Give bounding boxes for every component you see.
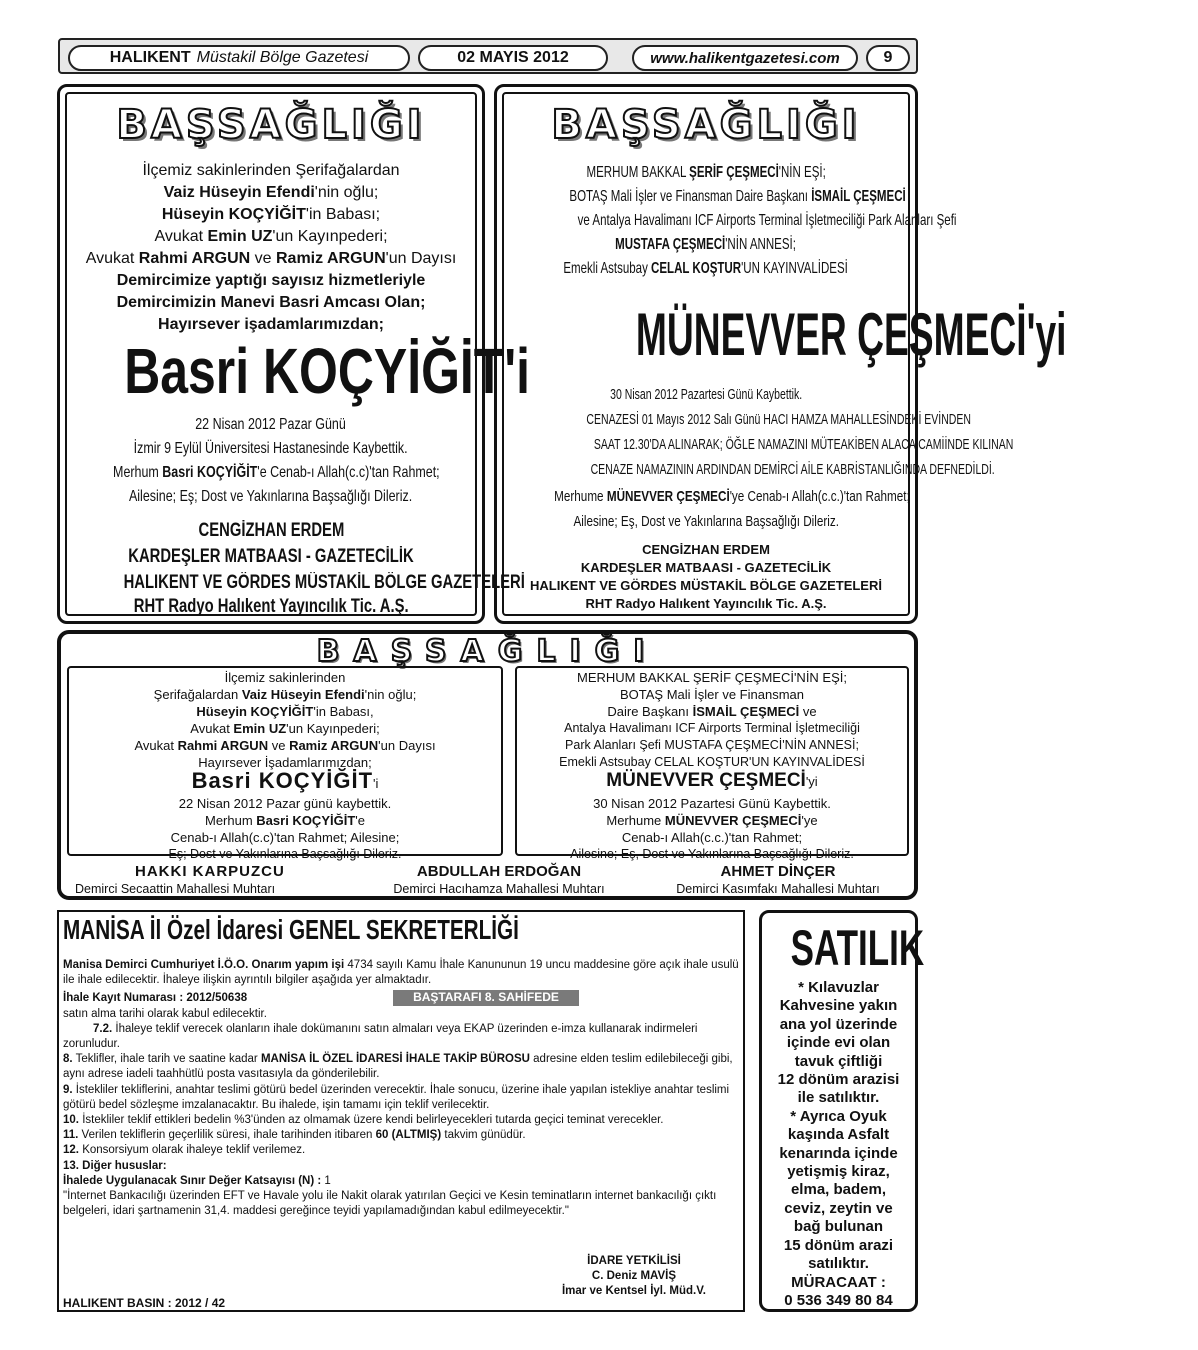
ad-wide-right-line: Ailesine; Eş, Dost ve Yakınlarına Başsağlığı Dileriz.	[570, 847, 854, 861]
ad-left-title: BAŞSAĞLIĞI	[116, 102, 426, 148]
for-sale-line: elma, badem,	[790, 1181, 887, 1199]
ad-wide-left-line: Eş; Dost ve Yakınlarına Başsağlığı Dileriz.	[168, 847, 402, 861]
tender-para: İhale Kayıt Numarası : 2012/50638 BAŞTARAFI 8. SAHİFEDE	[63, 991, 741, 1006]
deceased-name-right: MÜNEVVER ÇEŞMECİ'yi	[635, 301, 1067, 368]
ad-left-line: İlçemiz sakinlerinden Şerifağalardan	[142, 162, 400, 179]
tender-body	[63, 958, 741, 1219]
ad-wide-left-name: Basri KOÇYİĞİT'i	[191, 768, 379, 793]
ad-wide-left-line: Şerifağalardan Vaiz Hüseyin Efendi'nin oğlu;	[153, 687, 417, 702]
ad-left-line: Hüseyin KOÇYİĞİT'in Babası;	[161, 206, 381, 223]
for-sale-line: ceviz, zeytin ve	[784, 1199, 893, 1217]
ad-left-signer: KARDEŞLER MATBAASI - GAZETECİLİK	[128, 546, 414, 567]
press-code: HALIKENT BASIN : 2012 / 42	[63, 1296, 226, 1310]
ad-wide-right-line: Antalya Havalimanı ICF Airports Terminal İşletmeciliği	[564, 721, 860, 735]
signature-name: C. Deniz MAVİŞ	[591, 1270, 677, 1282]
paper-name-pill	[68, 45, 410, 71]
for-sale-title: SATILIK	[790, 920, 925, 976]
ad-left-line: Avukat Emin UZ'un Kayınpederi;	[154, 228, 388, 245]
signer-1	[75, 863, 345, 896]
ad-wide-left-line: Merhum Basri KOÇYİĞİT'e	[205, 813, 365, 828]
condolence-ad-right	[494, 84, 1067, 624]
ad-right-detail: Merhume MÜNEVVER ÇEŞMECİ'ye Cenab-ı Allah(c.c.)'tan Rahmet;	[554, 488, 910, 505]
ad-left-line: Vaiz Hüseyin Efendi'nin oğlu;	[163, 184, 379, 201]
ad-wide-title: BAŞSAĞLIĞI	[316, 634, 659, 669]
for-sale-body	[762, 979, 915, 1310]
ad-left-detail: 22 Nisan 2012 Pazar Günü	[195, 416, 347, 433]
ad-wide-right-line: Park Alanları Şefi MUSTAFA ÇEŞMECİ'NİN ANNESİ;	[565, 738, 859, 752]
ad-left-signer: HALIKENT VE GÖRDES MÜSTAKİL BÖLGE GAZETELERİ	[123, 572, 525, 593]
signer-title: Demirci Secaattin Mahallesi Muhtarı	[75, 882, 276, 896]
tender-para: 8. Teklifler, ihale tarih ve saatine kadar MANİSA İL ÖZEL İDARESİ İHALE TAKİP BÜROSU adresine elden teslim edilebileceği gibi, aynı adrese iadeli taahhütlü posta vasıtasıyla da gönderilebilir.	[63, 1053, 733, 1081]
condolence-ad-left	[57, 84, 530, 624]
signature-title: İDARE YETKİLİSİ	[587, 1255, 681, 1267]
ad-wide-right-line: MERHUM BAKKAL ŞERİF ÇEŞMECİ'NİN EŞİ;	[577, 670, 847, 685]
tender-para: 12. Konsorsiyum olarak ihaleye teklif verilemez.	[63, 1144, 306, 1157]
for-sale-line: kenarında içinde	[779, 1144, 898, 1162]
tender-para: 9. İstekliler tekliflerini, anahtar teslimi götürü bedel üzerinden verecektir. İhale sonucu, üzerine ihale yapılan istekliye anahtar teslimi götürü bedel sözleşme imzalanacaktır. Bu ihalede, işin tamamı için teklif verilecektir.	[63, 1083, 730, 1111]
ad-left-detail: Merhum Basri KOÇYİĞİT'e Cenab-ı Allah(c.c)'tan Rahmet;	[113, 464, 440, 481]
tender-para: Manisa Demirci Cumhuriyet İ.Ö.O. Onarım yapım işi 4734 sayılı Kamu İhale Kanununun 19 uncu maddesine göre açık ihale usulü ile ihale edilecektir. İhaleye ilişkin ayrıntılı bilgiler aşağıda yer almaktadır.	[63, 959, 739, 987]
for-sale-line: * Ayrıca Oyuk	[790, 1107, 887, 1125]
signer-title: Demirci Hacıhamza Mahallesi Muhtarı	[393, 882, 605, 896]
ad-right-title: BAŞSAĞLIĞI	[551, 102, 861, 148]
for-sale-phone[interactable]: 0 536 349 80 84	[784, 1291, 893, 1309]
paper-name: HALIKENT	[109, 49, 191, 66]
tender-para: satın alma tarihi olarak kabul edilecektir.	[63, 1007, 267, 1020]
ad-right-signer: CENGİZHAN ERDEM	[642, 542, 770, 557]
for-sale-line: * Kılavuzlar	[798, 979, 879, 996]
condolence-ad-wide	[57, 630, 918, 900]
for-sale-line: yetişmiş kiraz,	[787, 1163, 890, 1181]
tender-para: 10. İstekliler teklif ettikleri bedelin %3'ünden az olmamak üzere kendi belirleyecekleri tutarda geçici teminat verecekler.	[63, 1114, 664, 1127]
ad-left-line: Demircimizin Manevi Basri Amcası Olan;	[116, 294, 426, 311]
page-header	[58, 38, 918, 74]
for-sale-line: ile satılıktır.	[797, 1089, 880, 1107]
issue-date: 02 MAYIS 2012	[418, 45, 608, 71]
ad-wide-right-name: MÜNEVVER ÇEŞMECİ'yi	[606, 770, 818, 791]
paper-subtitle: Müstakil Bölge Gazetesi	[196, 49, 369, 66]
signer-2	[369, 863, 629, 896]
for-sale-line: tavuk çiftliği	[794, 1052, 883, 1070]
tender-para: "İnternet Bankacılığı üzerinden EFT ve Havale yolu ile Nakit olarak yatırılan Geçici ve Kesin teminatların internet bankacılığı çıktı belgeleri, idari şartnamenin 31,4. maddesi gereğince teyidi yapılamadığından kabul edilmeyecektir."	[63, 1190, 717, 1218]
ad-right-detail: CENAZESİ 01 Mayıs 2012 Salı Günü HACI HAMZA MAHALLESİNDEKİ EVİNDEN	[586, 411, 971, 428]
page-number: 9	[866, 45, 910, 71]
ad-left-line: Demircimize yaptığı sayısız hizmetleriyle	[116, 272, 426, 289]
ad-wide-left-line: İlçemiz sakinlerinden	[224, 670, 346, 685]
signer-name: AHMET DİNÇER	[720, 863, 836, 880]
ad-right-line: ve Antalya Havalimanı ICF Airports Terminal İşletmeciliği Park Alanları Şefi	[577, 212, 957, 229]
ad-wide-right-line: Merhume MÜNEVVER ÇEŞMECİ'ye	[606, 813, 818, 828]
continued-badge: BAŞTARAFI 8. SAHİFEDE	[393, 990, 579, 1005]
ad-left-line: Avukat Rahmi ARGUN ve Ramiz ARGUN'un Dayısı	[85, 250, 457, 267]
ad-wide-right-line: BOTAŞ Mali İşler ve Finansman	[620, 687, 804, 702]
for-sale-line: 12 dönüm arazisi	[777, 1071, 900, 1089]
tender-para: İhalede Uygulanacak Sınır Değer Katsayısı (N) : 1	[63, 1174, 331, 1187]
tender-notice	[57, 910, 745, 1312]
ad-wide-left-panel	[67, 666, 503, 861]
ad-right-line: BOTAŞ Mali İşler ve Finansman Daire Başkanı İSMAİL ÇEŞMECİ	[569, 188, 906, 205]
signer-3	[643, 863, 913, 896]
ad-wide-right-line: Emekli Astsubay CELAL KOŞTUR'UN KAYINVALİDESİ	[559, 755, 865, 769]
signer-name: ABDULLAH ERDOĞAN	[416, 863, 582, 880]
tender-signature	[529, 1254, 739, 1299]
ad-right-detail: Ailesine; Eş, Dost ve Yakınlarına Başsağlığı Dileriz.	[573, 513, 839, 530]
ad-left-signer: RHT Radyo Halıkent Yayıncılık Tic. A.Ş.	[133, 596, 409, 617]
for-sale-line: satılıktır.	[808, 1255, 869, 1273]
ad-right-signer: HALIKENT VE GÖRDES MÜSTAKİL BÖLGE GAZETELERİ	[530, 578, 882, 593]
ad-wide-right-line: Daire Başkanı İSMAİL ÇEŞMECİ ve	[607, 704, 817, 719]
ad-right-line: Emekli Astsubay CELAL KOŞTUR'UN KAYINVALİDESİ	[563, 260, 849, 277]
deceased-name-left: Basri KOÇYİĞİT'i	[124, 335, 530, 407]
ad-right-detail: CENAZE NAMAZININ ARDINDAN DEMİRCİ AİLE KABRİSTANLIĞINDA DEFNEDİLDİ.	[590, 461, 995, 478]
ad-wide-left-line: 22 Nisan 2012 Pazar günü kaybettik.	[178, 796, 392, 811]
ad-right-detail: 30 Nisan 2012 Pazartesi Günü Kaybettik.	[609, 386, 803, 403]
ad-right-signer: RHT Radyo Halıkent Yayıncılık Tic. A.Ş.	[585, 596, 827, 611]
signer-title: Demirci Kasımfakı Mahallesi Muhtarı	[676, 882, 880, 896]
ad-wide-left-line: Avukat Rahmi ARGUN ve Ramiz ARGUN'un Dayısı	[134, 738, 436, 753]
for-sale-ad	[759, 910, 925, 1312]
ad-right-signer: KARDEŞLER MATBAASI - GAZETECİLİK	[580, 560, 832, 575]
ad-right-line: MUSTAFA ÇEŞMECİ'NİN ANNESİ;	[615, 236, 797, 253]
ad-left-line: Hayırsever işadamlarımızdan;	[158, 316, 384, 333]
ad-right-detail: SAAT 12.30'DA ALINARAK; ÖĞLE NAMAZINI MÜTEAKİBEN ALACA CAMİİNDE KILINAN	[593, 436, 1014, 453]
tender-para: 13. Diğer hususlar:	[63, 1159, 167, 1172]
ad-wide-left-line: Avukat Emin UZ'un Kayınpederi;	[190, 721, 380, 736]
ad-wide-right-panel	[515, 666, 909, 861]
ad-wide-left-line: Hayırsever İşadamlarımızdan;	[198, 755, 372, 770]
ad-right-inner	[502, 92, 1067, 616]
ad-wide-left-line: Cenab-ı Allah(c.c)'tan Rahmet; Ailesine;	[170, 830, 400, 845]
website-link[interactable]: www.halikentgazetesi.com	[632, 45, 858, 71]
for-sale-contact-label: MÜRACAAT :	[791, 1273, 886, 1291]
for-sale-line: içinde evi olan	[786, 1034, 891, 1052]
for-sale-line: ana yol üzerinde	[779, 1015, 898, 1033]
tender-para: 7.2. İhaleye teklif verecek olanların ihale dokümanını satın almaları veya EKAP üzerinden e-imza kullanarak indirmeleri zorunludur.	[63, 1022, 698, 1051]
for-sale-line: kaşında Asfalt	[787, 1126, 890, 1144]
ad-wide-right-line: Cenab-ı Allah(c.c.)'tan Rahmet;	[621, 830, 803, 845]
signer-name: HAKKI KARPUZCU	[135, 863, 285, 880]
ad-wide-right-line: 30 Nisan 2012 Pazartesi Günü Kaybettik.	[593, 796, 831, 811]
for-sale-line: 15 dönüm arazi	[783, 1236, 894, 1254]
ad-left-detail: Ailesine; Eş; Dost ve Yakınlarına Başsağlığı Dileriz.	[129, 488, 413, 505]
tender-para: 11. Verilen tekliflerin geçerlilik süresi, ihale tarihinden itibaren 60 (ALTMIŞ) takvim günüdür.	[63, 1129, 526, 1142]
ad-left-inner	[65, 92, 530, 617]
for-sale-line: Kahvesine yakın	[779, 997, 898, 1015]
signature-role: İmar ve Kentsel İyl. Müd.V.	[561, 1285, 707, 1297]
ad-right-line: MERHUM BAKKAL ŞERİF ÇEŞMECİ'NİN EŞİ;	[586, 164, 826, 181]
ad-left-signer: CENGİZHAN ERDEM	[198, 520, 344, 541]
tender-title: MANİSA İl Özel İdaresi GENEL SEKRETERLİĞİ	[63, 914, 519, 945]
ad-wide-left-line: Hüseyin KOÇYİĞİT'in Babası,	[196, 704, 374, 719]
ad-left-detail: İzmir 9 Eylül Üniversitesi Hastanesinde Kaybettik.	[134, 440, 408, 457]
for-sale-line: bağ bulunan	[793, 1218, 884, 1236]
